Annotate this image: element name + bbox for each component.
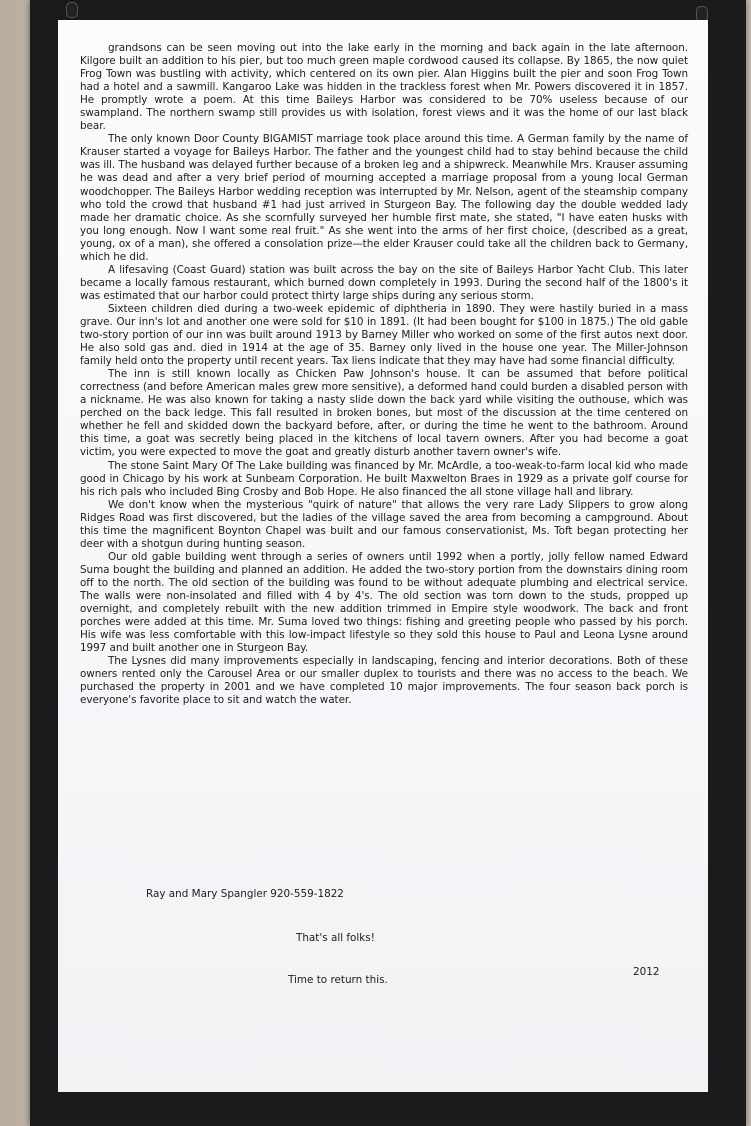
push-pin-icon [66,2,78,18]
paragraph: Our old gable building went through a series of owners until 1992 when a portly, jolly fellow named Edward Suma bought the building and planned an addition. He added the two-story portion from the downstairs dining room off to the north. The old section of the building was found to be without adequate plumbing and electrical service. The walls were non-insolated and filled with 4 by 4's. The old section was torn down to the studs, propped up overnight, and completely rebuilt with the new addition trimmed in Empire style woodwork. The back and front porches were added at this time. Mr. Suma loved two things: fishing and greeting people who passed by his porch. His wife was less comfortable with this low-impact lifestyle so they sold this house to Paul and Leona Lysne around 1997 and built another one in Sturgeon Bay. [80,550,688,655]
paragraph: The stone Saint Mary Of The Lake building was financed by Mr. McArdle, a too-weak-to-farm local kid who made good in Chicago by his work at Sunbeam Corporation. He built Maxwelton Braes in 1929 as a private golf course for his rich pals who included Bing Crosby and Bob Hope. He also financed the all stone village hall and library. [80,459,688,498]
year-label: 2012 [633,966,660,978]
paragraph: The Lysnes did many improvements especially in landscaping, fencing and interior decorations. Both of these owners rented only the Carousel Area or our smaller duplex to tourists and there was no access to the beach. We purchased the property in 2001 and we have completed 10 major improvements. The four season back porch is everyone's favorite place to sit and watch the water. [80,655,688,707]
paragraph: A lifesaving (Coast Guard) station was built across the bay on the site of Baileys Harbor Yacht Club. This later became a locally famous restaurant, which burned down completely in 1993. During the second half of the 1800's it was estimated that our harbor could protect thirty large ships during any serious storm. [80,263,688,302]
printed-page [58,20,708,1092]
return-note: Time to return this. [288,974,388,986]
paragraph: The inn is still known locally as Chicken Paw Johnson's house. It can be assumed that before political correctness (and before American males grew more sensitive), a deformed hand could burden a disabled person with a nickname. He was also known for taking a nasty slide down the back yard while visiting the outhouse, which was perched on the back ledge. This fall resulted in broken bones, but most of the discussion at the time centered on whether he fell and skidded down the backyard before, after, or during the time he went to the bathroom. Around this time, a goat was secretly being placed in the kitchens of local tavern owners. After you had become a goat victim, you were expected to move the goat and greatly disturb another tavern owner's wife. [80,368,688,459]
author-signature: Ray and Mary Spangler 920-559-1822 [146,888,344,900]
closing-line: That's all folks! [296,932,375,944]
paragraph: The only known Door County BIGAMIST marriage took place around this time. A German family by the name of Krauser started a voyage for Baileys Harbor. The father and the youngest child had to stay behind because the child was ill. The husband was delayed further because of a broken leg and a shipwreck. Meanwhile Mrs. Krauser assuming he was dead and after a very brief period of mourning accepted a marriage proposal from a young local German woodchopper. The Baileys Harbor wedding reception was interrupted by Mr. Nelson, agent of the steamship company who told the crowd that husband #1 had just arrived in Sturgeon Bay. The following day the double wedded lady made her dramatic choice. As she scornfully surveyed her humble first mate, she stated, "I have eaten husks with you long enough. Now I want some real fruit." As she went into the arms of her first choice, (described as a great, young, ox of a man), she offered a consolation prize—the elder Krauser could take all the children back to Germany, which he did. [80,133,688,263]
paragraph: We don't know when the mysterious "quirk of nature" that allows the very rare Lady Slippers to grow along Ridges Road was first discovered, but the ladies of the village saved the area from becoming a campground. About this time the magnificent Boynton Chapel was built and our famous conservationist, Ms. Toft began protecting her deer with a shotgun during hunting season. [80,498,688,550]
paragraph: grandsons can be seen moving out into the lake early in the morning and back again in the late afternoon. Kilgore built an addition to his pier, but too much green maple cordwood caused its collapse. By 1865, the now quiet Frog Town was bustling with activity, which centered on its own pier. Alan Higgins built the pier and soon Frog Town had a hotel and a sawmill. Kangaroo Lake was hidden in the trackless forest when Mr. Powers discovered it in 1857. He promptly wrote a poem. At this time Baileys Harbor was considered to be 70% useless because of our swampland. The northern swamp still provides us with isolation, forest views and it was the home of our last black bear. [80,42,688,133]
article-body [80,42,688,707]
paragraph: Sixteen children died during a two-week epidemic of diphtheria in 1890. They were hastily buried in a mass grave. Our inn's lot and another one were sold for $10 in 1891. (It had been bought for $100 in 1875.) The old gable two-story portion of our inn was built around 1913 by Barney Miller who worked on some of the first autos next door. He also sold gas and. died in 1914 at the age of 35. Barney only lived in the house one year. The Miller-Johnson family held onto the property until recent years. Tax liens indicate that they may have had some financial difficulty. [80,302,688,368]
